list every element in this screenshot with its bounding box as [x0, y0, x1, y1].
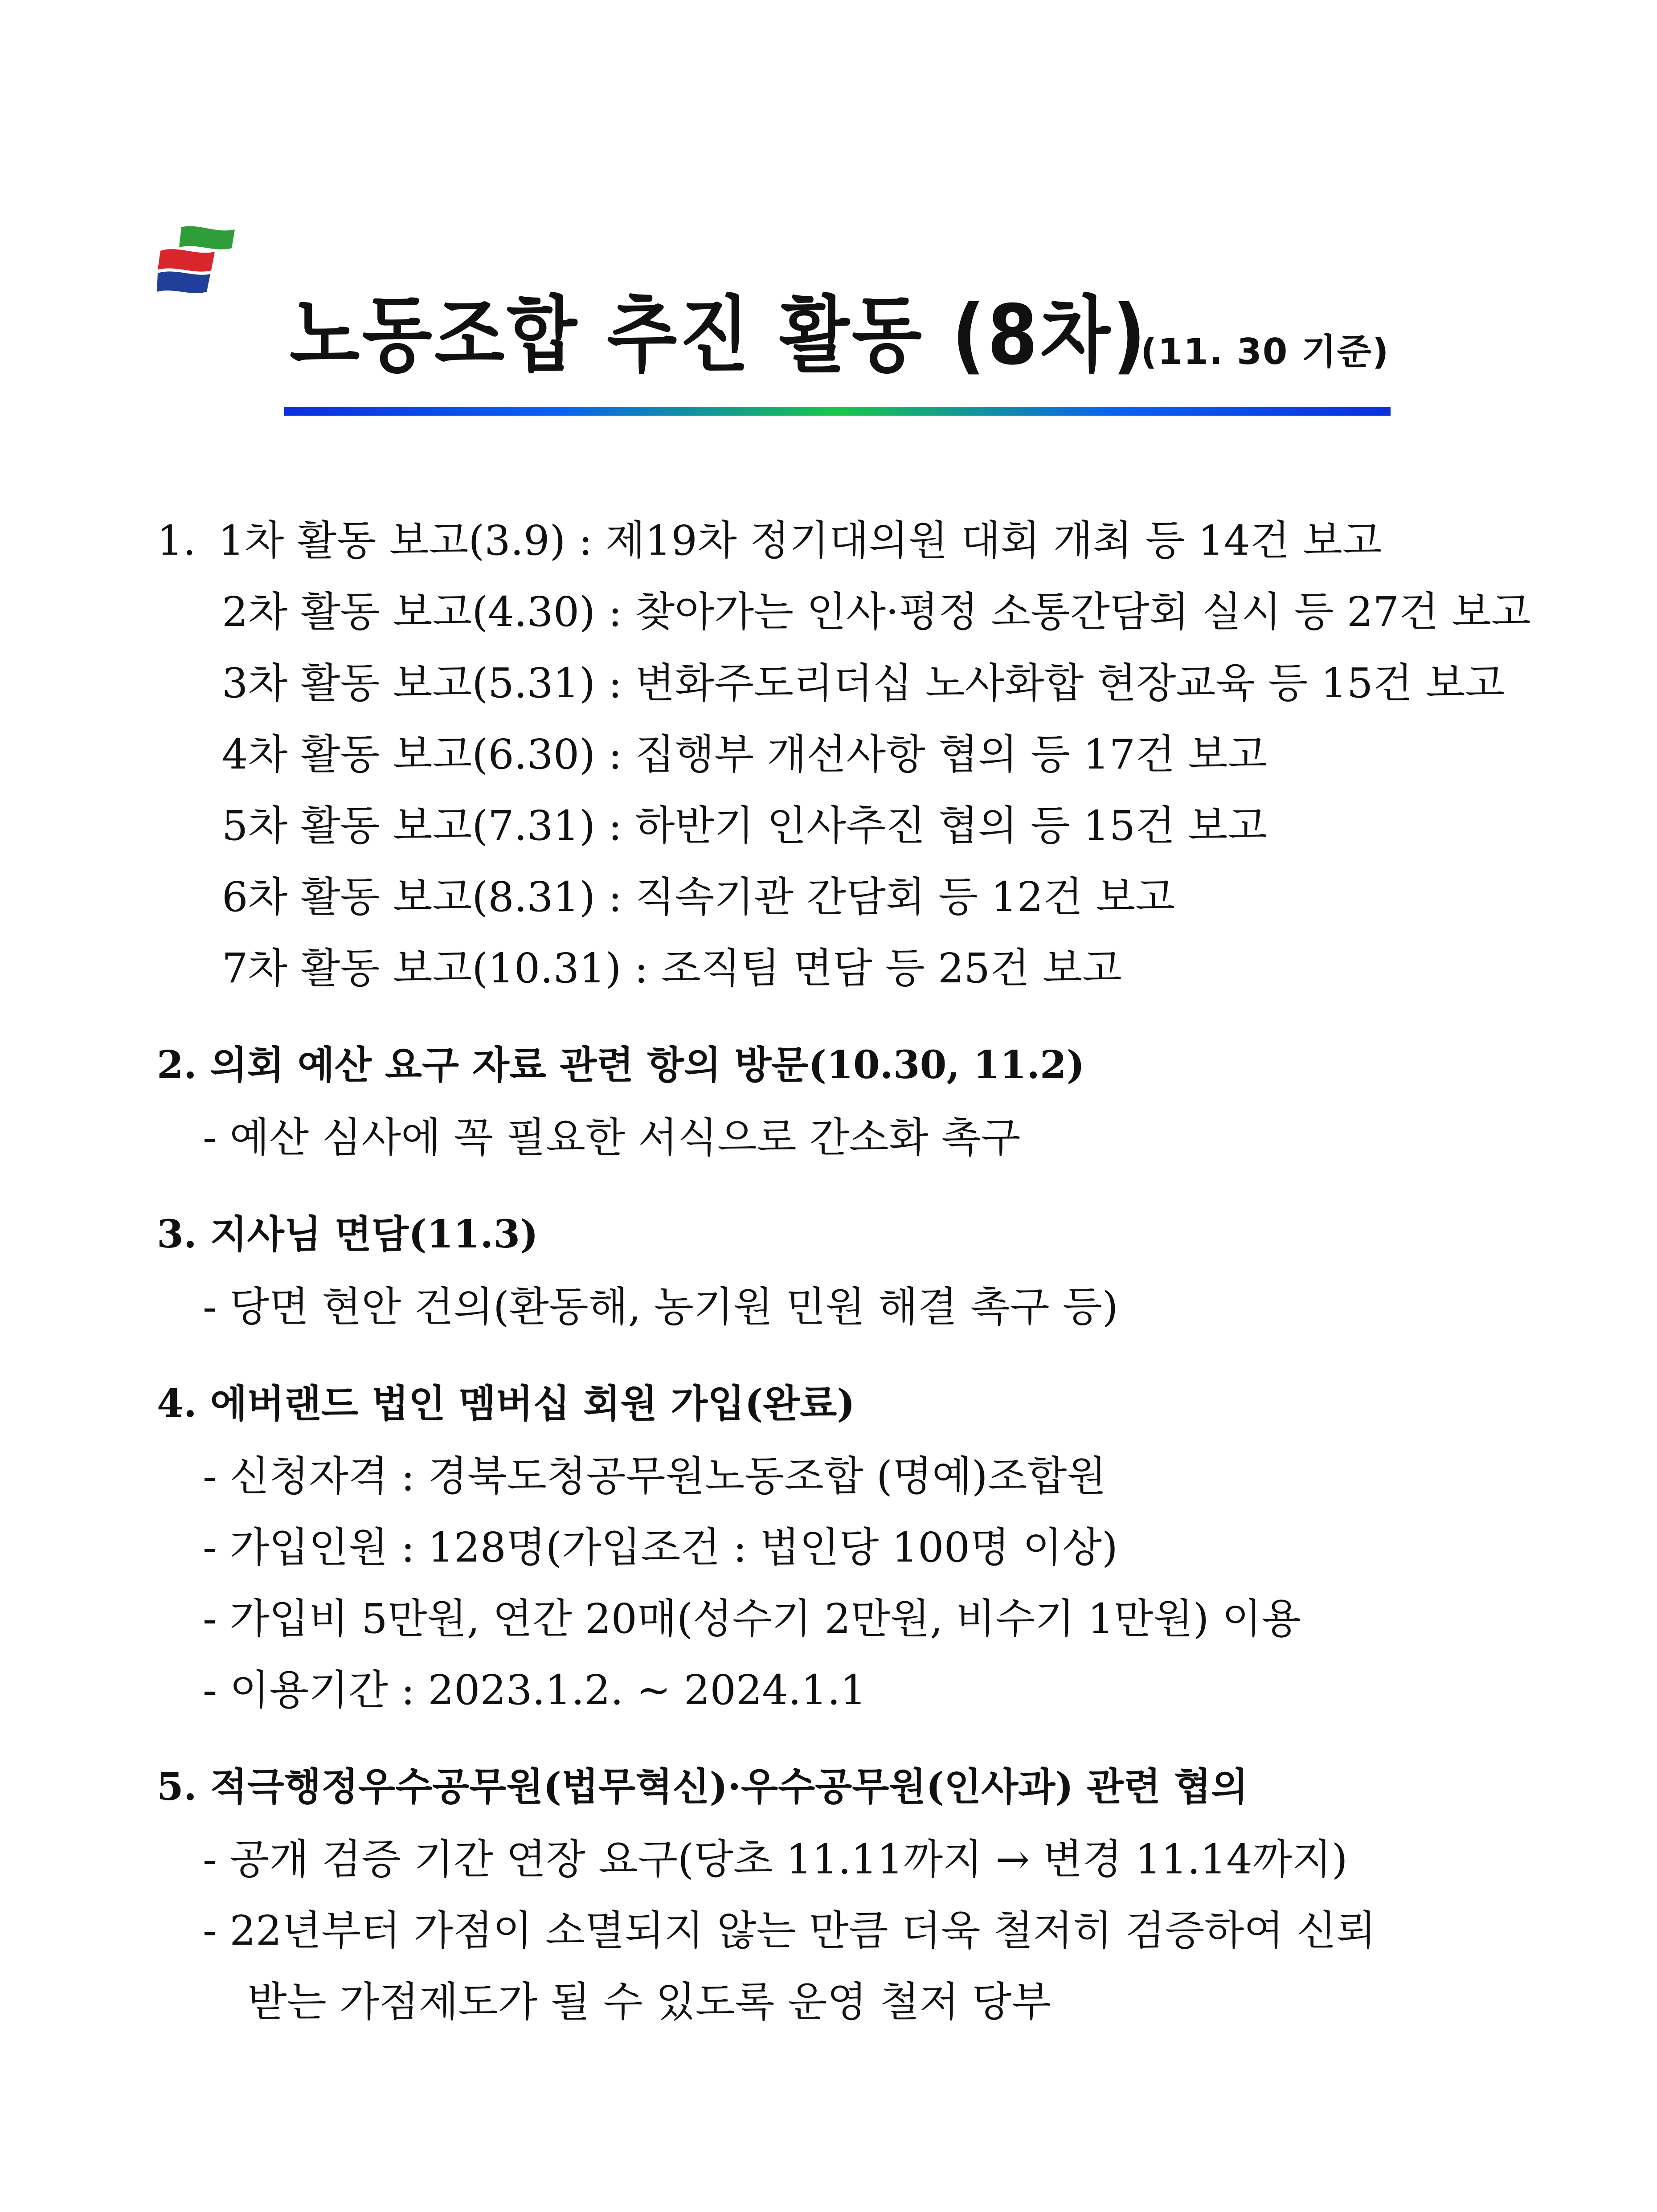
section1-number: 1.: [157, 517, 196, 564]
section3-heading: 3. 지사님 면담(11.3): [157, 1212, 538, 1257]
report-line: 5차 활동 보고(7.31) : 하반기 인사추진 협의 등 15건 보고: [222, 802, 1268, 850]
report-line: 2차 활동 보고(4.30) : 찾아가는 인사·평정 소통간담회 실시 등 27건 보고: [222, 588, 1531, 636]
bullet-item-continuation: 받는 가점제도가 될 수 있도록 운영 철저 당부: [247, 1978, 1051, 2026]
bullet-item: - 당면 현안 건의(환동해, 농기원 민원 해결 촉구 등): [203, 1283, 1118, 1331]
title-underline: [284, 407, 1391, 416]
report-line: 1차 활동 보고(3.9) : 제19차 정기대의원 대회 개최 등 14건 보고: [218, 517, 1382, 564]
organization-logo-icon: [157, 225, 237, 298]
page-title-date: (11. 30 기준): [1141, 331, 1390, 372]
bullet-item: - 가입인원 : 128명(가입조건 : 법인당 100명 이상): [203, 1524, 1118, 1571]
bullet-item: - 신청자격 : 경북도청공무원노동조합 (명예)조합원: [203, 1452, 1107, 1500]
bullet-item: - 예산 심사에 꼭 필요한 서식으로 간소화 촉구: [203, 1114, 1021, 1161]
report-line: 6차 활동 보고(8.31) : 직속기관 간담회 등 12건 보고: [222, 873, 1175, 921]
bullet-item: - 이용기간 : 2023.1.2. ~ 2024.1.1: [203, 1666, 867, 1714]
section4-heading: 4. 에버랜드 법인 멤버십 회원 가입(완료): [157, 1381, 855, 1426]
section2-heading: 2. 의회 예산 요구 자료 관련 항의 방문(10.30, 11.2): [157, 1043, 1085, 1088]
bullet-item: - 공개 검증 기간 연장 요구(당초 11.11까지 → 변경 11.14까지): [203, 1836, 1348, 1883]
report-line: 4차 활동 보고(6.30) : 집행부 개선사항 협의 등 17건 보고: [222, 731, 1268, 778]
bullet-item: - 22년부터 가점이 소멸되지 않는 만큼 더욱 철저히 검증하여 신뢰: [203, 1907, 1376, 1954]
bullet-item: - 가입비 5만원, 연간 20매(성수기 2만원, 비수기 1만원) 이용: [203, 1595, 1301, 1643]
report-line: 7차 활동 보고(10.31) : 조직팀 면담 등 25건 보고: [222, 944, 1122, 992]
section5-heading: 5. 적극행정우수공무원(법무혁신)·우수공무원(인사과) 관련 협의: [157, 1764, 1248, 1809]
page-title-main: 노동조합 추진 활동 (8차): [290, 287, 1148, 383]
report-line: 3차 활동 보고(5.31) : 변화주도리더십 노사화합 현장교육 등 15건 보고: [222, 659, 1505, 707]
page-title: [290, 287, 1390, 383]
